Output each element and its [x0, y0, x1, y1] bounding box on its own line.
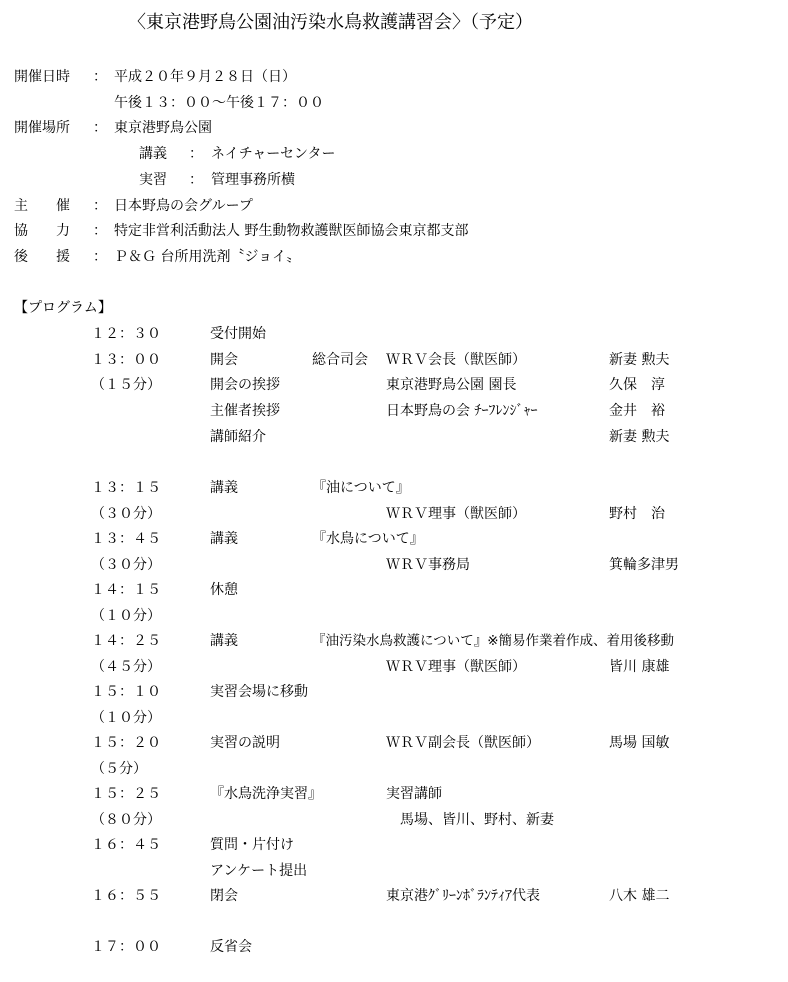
schedule-time: １３：００ [91, 352, 161, 368]
schedule-event: 開会 [210, 352, 238, 368]
schedule-duration: （８０分） [91, 812, 161, 828]
schedule-organization: ＷＲＶ会長（獣医師） [386, 352, 526, 368]
schedule-event: 主催者挨拶 [210, 403, 280, 419]
practice-label: 実習 [139, 172, 167, 188]
page-title: 〈東京港野鳥公園油汚染水鳥救護講習会〉（予定） [128, 12, 533, 33]
schedule-organization: 東京港ｸﾞﾘｰﾝﾎﾞﾗﾝﾃｨｱ代表 [386, 888, 540, 904]
colon: ： [93, 120, 107, 136]
colon: ： [93, 249, 107, 265]
support-label: 後 援 [14, 249, 70, 265]
schedule-duration: （１０分） [91, 608, 161, 624]
schedule-speaker: 新妻 勲夫 [609, 352, 670, 368]
schedule-event: 開会の挨拶 [210, 377, 280, 393]
lecture-place-value: ネイチャーセンター [211, 146, 336, 162]
schedule-speaker: 馬場 国敏 [609, 735, 670, 751]
colon: ： [93, 198, 107, 214]
schedule-event: 受付開始 [210, 326, 266, 342]
colon: ： [93, 69, 107, 85]
support-value: Ｐ＆Ｇ 台所用洗剤〝ジョイ〟 [114, 249, 301, 265]
schedule-speaker: 新妻 勲夫 [609, 429, 670, 445]
schedule-topic: 『油汚染水鳥救護について』※簡易作業着作成、着用後移動 [312, 633, 675, 649]
schedule-speaker: 八木 雄二 [609, 888, 670, 904]
schedule-speaker: 久保 淳 [609, 377, 665, 393]
schedule-speaker: 皆川 康雄 [609, 659, 670, 675]
schedule-organization: ＷＲＶ理事（獣医師） [386, 506, 526, 522]
schedule-topic: 『油について』 [312, 480, 410, 496]
schedule-event: 実習の説明 [210, 735, 280, 751]
schedule-organization: ＷＲＶ事務局 [386, 557, 470, 573]
colon: ： [189, 146, 203, 162]
schedule-event: アンケート提出 [210, 863, 308, 879]
schedule-time: １５：２５ [91, 786, 161, 802]
schedule-event: 講義 [210, 531, 238, 547]
schedule-time: １２：３０ [91, 326, 161, 342]
host-label: 主 催 [14, 198, 70, 214]
schedule-duration: （１５分） [91, 377, 161, 393]
colon: ： [93, 223, 107, 239]
schedule-organization: 実習講師 [386, 786, 442, 802]
schedule-event: 閉会 [210, 888, 238, 904]
date-label: 開催日時 [14, 69, 70, 85]
schedule-time: １６：４５ [91, 837, 161, 853]
schedule-event: 休憩 [210, 582, 238, 598]
schedule-organization: ＷＲＶ理事（獣医師） [386, 659, 526, 675]
schedule-event: 反省会 [210, 939, 252, 955]
schedule-event: 講義 [210, 480, 238, 496]
schedule-organization: 日本野鳥の会 ﾁｰﾌﾚﾝｼﾞｬｰ [386, 403, 538, 419]
schedule-event: 『水鳥洗浄実習』 [210, 786, 322, 802]
schedule-speaker: 野村 治 [609, 506, 665, 522]
schedule-time: １５：１０ [91, 684, 161, 700]
schedule-time: １５：２０ [91, 735, 161, 751]
schedule-time: １７：００ [91, 939, 161, 955]
cooperation-value: 特定非営利活動法人 野生動物救護獣医師協会東京都支部 [114, 223, 469, 239]
schedule-speaker: 箕輪多津男 [609, 557, 679, 573]
time-value: 午後１３：００〜午後１７：００ [114, 95, 324, 111]
place-label: 開催場所 [14, 120, 70, 136]
schedule-organization: 東京港野鳥公園 園長 [386, 377, 517, 393]
schedule-duration: （５分） [91, 761, 147, 777]
schedule-time: １３：４５ [91, 531, 161, 547]
program-heading: 【プログラム】 [14, 300, 112, 316]
colon: ： [189, 172, 203, 188]
schedule-time: １４：２５ [91, 633, 161, 649]
schedule-duration: （３０分） [91, 506, 161, 522]
schedule-duration: （３０分） [91, 557, 161, 573]
host-value: 日本野鳥の会グループ [114, 198, 253, 214]
cooperation-label: 協 力 [14, 223, 70, 239]
schedule-time: １４：１５ [91, 582, 161, 598]
date-value: 平成２０年９月２８日（日） [114, 69, 296, 85]
schedule-event: 講義 [210, 633, 238, 649]
schedule-event: 実習会場に移動 [210, 684, 308, 700]
schedule-topic: 総合司会 [312, 352, 368, 368]
schedule-event: 質問・片付け [210, 837, 294, 853]
schedule-topic: 『水鳥について』 [312, 531, 424, 547]
lecture-label: 講義 [139, 146, 167, 162]
schedule-duration: （４５分） [91, 659, 161, 675]
schedule-instructors: 馬場、皆川、野村、新妻 [400, 812, 554, 828]
schedule-duration: （１０分） [91, 710, 161, 726]
place-value: 東京港野鳥公園 [114, 120, 212, 136]
schedule-organization: ＷＲＶ副会長（獣医師） [386, 735, 540, 751]
practice-place-value: 管理事務所横 [211, 172, 295, 188]
schedule-time: １３：１５ [91, 480, 161, 496]
schedule-time: １６：５５ [91, 888, 161, 904]
schedule-event: 講師紹介 [210, 429, 266, 445]
schedule-speaker: 金井 裕 [609, 403, 665, 419]
